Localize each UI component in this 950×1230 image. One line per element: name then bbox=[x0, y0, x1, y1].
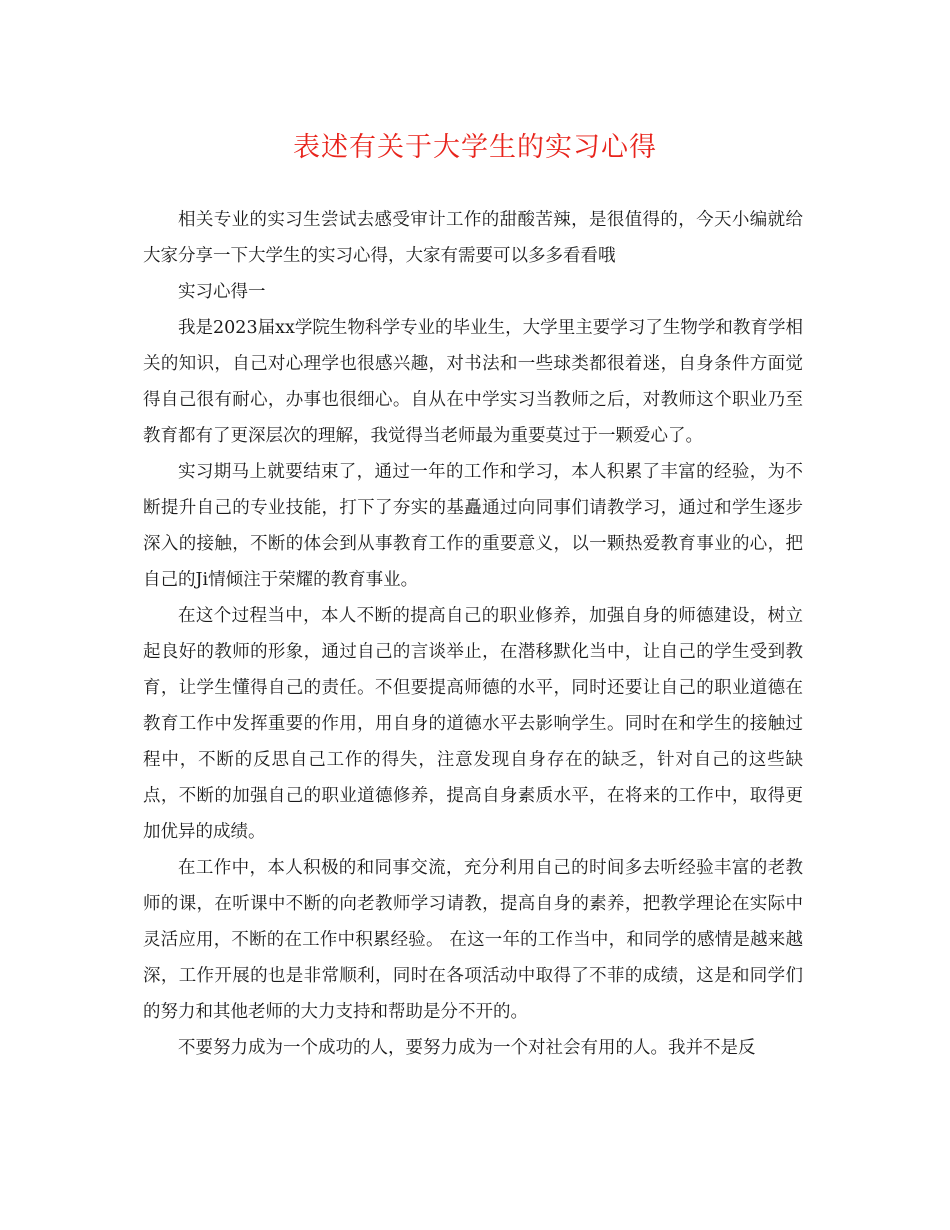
body-paragraph: 在这个过程当中，本人不断的提高自己的职业修养，加强自身的师德建设，树立起良好的教师的形象，通过自己的言谈举止，在潜移默化当中，让自己的学生受到教育，让学生懂得自己的责任。不但要提高师德的水平，同时还要让自己的职业道德在教育工作中发挥重要的作用，用自身的道德水平去影响学生。同时在和学生的接触过程中，不断的反思自己工作的得失，注意发现自身存在的缺乏，针对自己的这些缺点，不断的加强自己的职业道德修养，提高自身素质水平，在将来的工作中，取得更加优异的成绩。 bbox=[143, 606, 803, 842]
document-body bbox=[143, 202, 803, 1066]
body-paragraph: 在工作中，本人积极的和同事交流，充分利用自己的时间多去听经验丰富的老教师的课，在听课中不断的向老教师学习请教，提高自身的素养，把教学理论在实际中灵活应用，不断的在工作中积累经验。 在这一年的工作当中，和同学的感情是越来越深，工作开展的也是非常顺利，同时在各项活动中取得了不菲的成绩，这是和同学们的努力和其他老师的大力支持和帮助是分不开的。 bbox=[143, 858, 803, 1022]
section-heading: 实习心得一 bbox=[178, 282, 266, 302]
body-paragraph: 我是2023届xx学院生物科学专业的毕业生，大学里主要学习了生物学和教育学相关的知识，自己对心理学也很感兴趣，对书法和一些球类都很着迷，自身条件方面觉得自己很有耐心，办事也很细心。自从在中学实习当教师之后，对教师这个职业乃至教育都有了更深层次的理解，我觉得当老师最为重要莫过于一颗爱心了。 bbox=[143, 318, 803, 446]
body-paragraph: 实习期马上就要结束了，通过一年的工作和学习，本人积累了丰富的经验，为不断提升自己的专业技能，打下了夯实的基矗通过向同事们请教学习，通过和学生逐步深入的接触，不断的体会到从事教育工作的重要意义，以一颗热爱教育事业的心，把自己的Ji情倾注于荣耀的教育事业。 bbox=[143, 462, 803, 590]
document-title: 表述有关于大学生的实习心得 bbox=[293, 132, 657, 163]
body-paragraph: 不要努力成为一个成功的人，要努力成为一个对社会有用的人。我并不是反 bbox=[178, 1038, 756, 1058]
intro-paragraph: 相关专业的实习生尝试去感受审计工作的甜酸苦辣，是很值得的，今天小编就给大家分享一下大学生的实习心得，大家有需要可以多多看看哦 bbox=[143, 210, 803, 266]
